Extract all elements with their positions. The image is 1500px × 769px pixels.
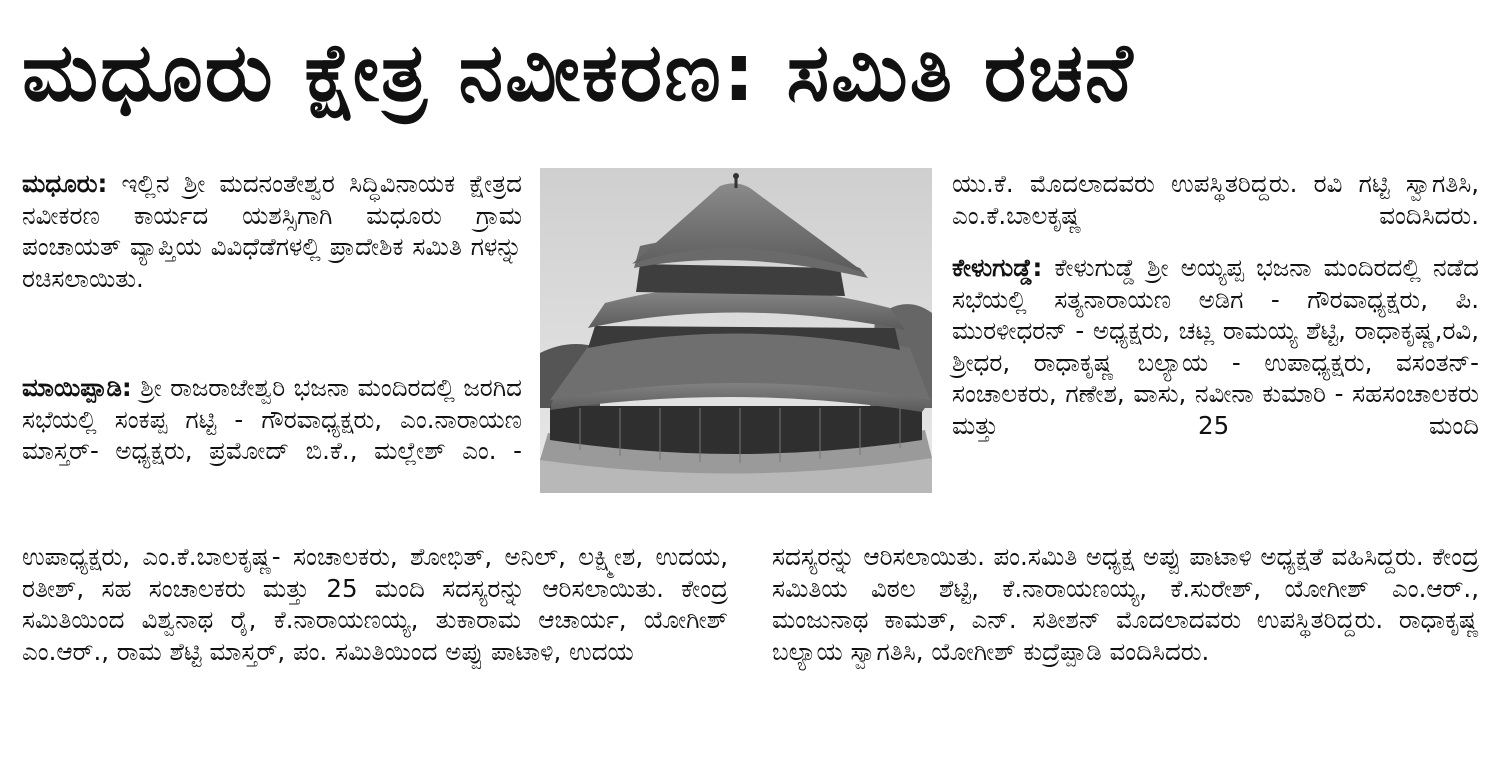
article-paragraph-kelugudde (952, 252, 1479, 442)
paragraph-text: ಕೇಳುಗುಡ್ಡೆ ಶ್ರೀ ಅಯ್ಯಪ್ಪ ಭಜನಾ ಮಂದಿರದಲ್ಲಿ ನಡೆದ ಸಭೆಯಲ್ಲಿ ಸತ್ಯನಾರಾಯಣ ಅಡಿಗ - ಗೌರವಾಧ್ಯಕ್ಷರು, ಪಿ. ಮುರಳೀಧರನ್ - ಅಧ್ಯಕ್ಷರು, ಚಟ್ಲ ರಾಮಯ್ಯ ಶೆಟ್ಟಿ, ರಾಧಾಕೃಷ್ಣ,ರವಿ, ಶ್ರೀಧರ, ರಾಧಾಕೃಷ್ಣ ಬಲ್ಯಾಯ - ಉಪಾಧ್ಯಕ್ಷರು, ವಸಂತನ್-ಸಂಚಾಲಕರು, ಗಣೇಶ, ವಾಸು, ನವೀನಾ ಕುಮಾರಿ - ಸಹಸಂಚಾಲಕರು ಮತ್ತು 25 ಮಂದಿ (952, 253, 1479, 440)
paragraph-text: ಶ್ರೀ ರಾಜರಾಜೇಶ್ವರಿ ಭಜನಾ ಮಂದಿರದಲ್ಲಿ ಜರಗಿದ ಸಭೆಯಲ್ಲಿ ಸಂಕಪ್ಪ ಗಟ್ಟಿ - ಗೌರವಾಧ್ಯಕ್ಷರು, ಎಂ.ನಾರಾಯಣ ಮಾಸ್ತರ್- ಅಧ್ಯಕ್ಷರು, ಪ್ರಮೋದ್ ಬಿ.ಕೆ., ಮಲ್ಲೇಶ್ ಎಂ. - (22, 373, 522, 466)
paragraph-text: ಇಲ್ಲಿನ ಶ್ರೀ ಮದನಂತೇಶ್ವರ ಸಿದ್ಧಿವಿನಾಯಕ ಕ್ಷೇತ್ರದ ನವೀಕರಣ ಕಾರ್ಯದ ಯಶಸ್ಸಿಗಾಗಿ ಮಧೂರು ಗ್ರಾಮ ಪಂಚಾಯತ್ ವ್ಯಾಪ್ತಿಯ ವಿವಿಧೆಡೆಗಳಲ್ಲಿ ಪ್ರಾದೇಶಿಕ ಸಮಿತಿ ಗಳನ್ನು ರಚಿಸಲಾಯಿತು. (22, 169, 522, 293)
article-paragraph-mayippadi (22, 372, 522, 467)
dateline-kelugudde: ಕೇಳುಗುಡ್ಡೆ: (952, 253, 1043, 282)
headline: ಮಧೂರು ಕ್ಷೇತ್ರ ನವೀಕರಣ: ಸಮಿತಿ ರಚನೆ (22, 26, 1135, 119)
article-paragraph-mayippadi-end (952, 168, 1479, 231)
paragraph-text: ಸದಸ್ಯರನ್ನು ಆರಿಸಲಾಯಿತು. ಪಂ.ಸಮಿತಿ ಅಧ್ಯಕ್ಷ ಅಪ್ಪು ಪಾಟಾಳಿ ಅಧ್ಯಕ್ಷತೆ ವಹಿಸಿದ್ದರು. ಕೇಂದ್ರ ಸಮಿತಿಯ ವಿಠಲ ಶೆಟ್ಟಿ, ಕೆ.ನಾರಾಯಣಯ್ಯ, ಕೆ.ಸುರೇಶ್, ಯೋಗೀಶ್ ಎಂ.ಆರ್., ಮಂಜುನಾಥ ಕಾಮತ್, ಎನ್. ಸತೀಶನ್ ಮೊದಲಾದವರು ಉಪಸ್ಥಿತರಿದ್ದರು. ರಾಧಾಕೃಷ್ಣ ಬಲ್ಯಾಯ ಸ್ವಾಗತಿಸಿ, ಯೋಗೀಶ್ ಕುದ್ರೆಪ್ಪಾಡಿ ವಂದಿಸಿದರು. (772, 542, 1479, 666)
temple-photo (540, 168, 932, 493)
article-paragraph-madhur (22, 168, 522, 294)
article-paragraph-mayippadi-continued (22, 541, 728, 667)
dateline-madhur: ಮಧೂರು: (22, 169, 108, 198)
article-paragraph-kelugudde-continued (772, 541, 1479, 667)
paragraph-text: ಯು.ಕೆ. ಮೊದಲಾದವರು ಉಪಸ್ಥಿತರಿದ್ದರು. ರವಿ ಗಟ್ಟಿ ಸ್ವಾಗತಿಸಿ, ಎಂ.ಕೆ.ಬಾಲಕೃಷ್ಣ ವಂದಿಸಿದರು. (952, 169, 1479, 230)
dateline-mayippadi: ಮಾಯಿಪ್ಪಾಡಿ: (22, 373, 132, 402)
paragraph-text: ಉಪಾಧ್ಯಕ್ಷರು, ಎಂ.ಕೆ.ಬಾಲಕೃಷ್ಣ- ಸಂಚಾಲಕರು, ಶೋಭಿತ್, ಅನಿಲ್, ಲಕ್ಷ್ಮೀಶ, ಉದಯ, ರತೀಶ್, ಸಹ ಸಂಚಾಲಕರು ಮತ್ತು 25 ಮಂದಿ ಸದಸ್ಯರನ್ನು ಆರಿಸಲಾಯಿತು. ಕೇಂದ್ರ ಸಮಿತಿಯಿಂದ ವಿಶ್ವನಾಥ ರೈ, ಕೆ.ನಾರಾಯಣಯ್ಯ, ತುಕಾರಾಮ ಆಚಾರ್ಯ, ಯೋಗೀಶ್ ಎಂ.ಆರ್., ರಾಮ ಶೆಟ್ಟಿ ಮಾಸ್ತರ್, ಪಂ. ಸಮಿತಿಯಿಂದ ಅಪ್ಪು ಪಾಟಾಳಿ, ಉದಯ (22, 542, 728, 666)
